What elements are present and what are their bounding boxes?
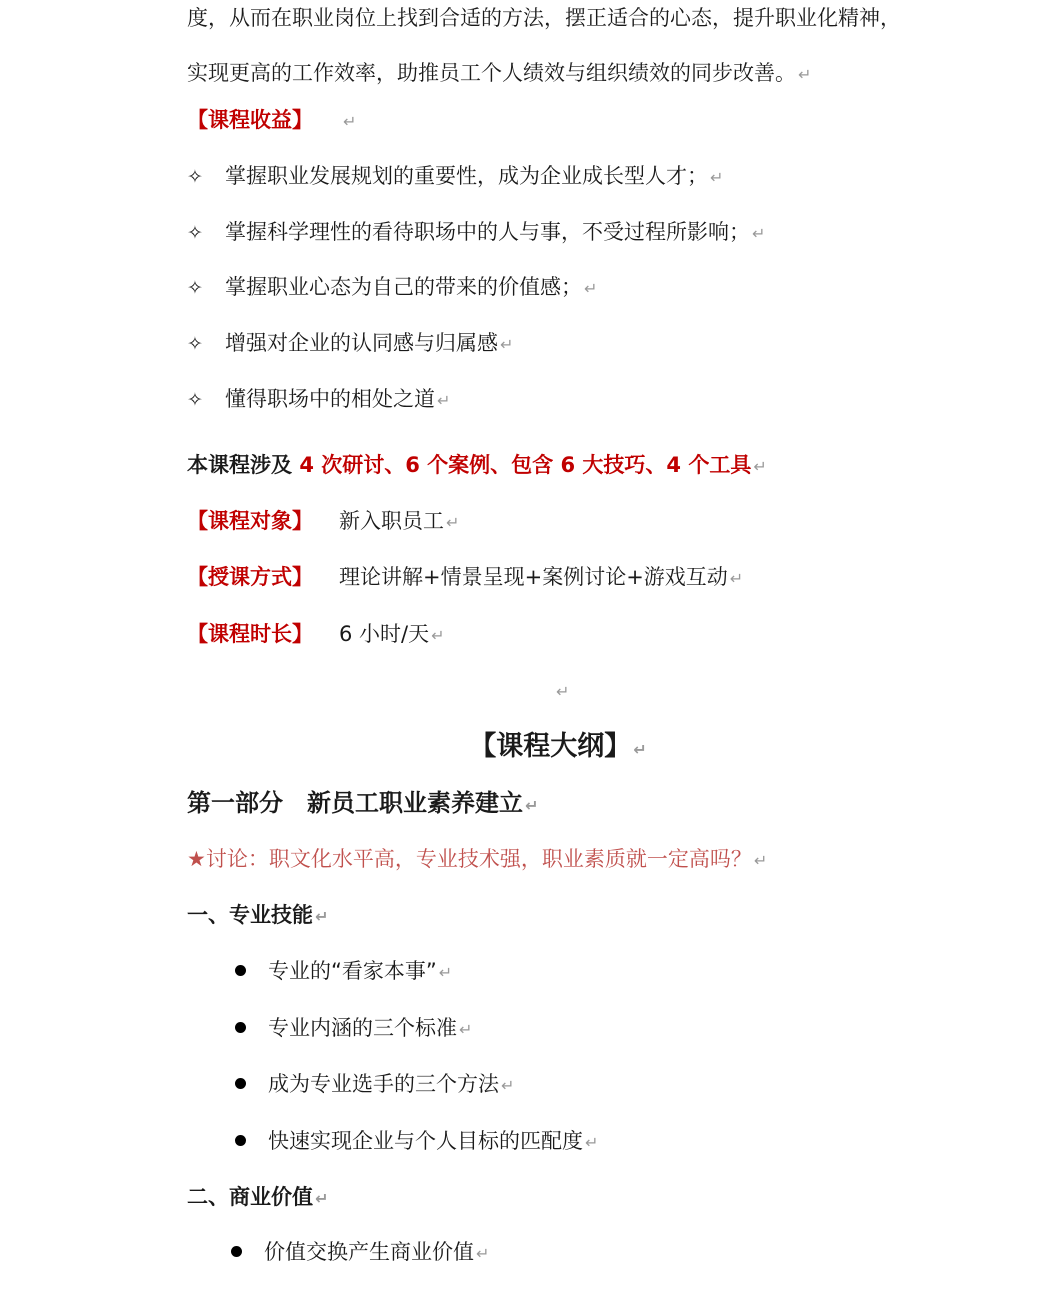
benefit-item: ✧ 增强对企业的认同感与归属感 ↵ [187,328,513,360]
paragraph-mark-icon: ↵ [315,907,329,926]
intro-line-1: 度，从而在职业岗位上找到合适的方法，摆正适合的心态，提升职业化精神， [187,6,901,30]
course-duration: 【课程时长】 6 小时/天 ↵ [187,622,445,646]
benefits-heading: 【课程收益】 ↵ [187,108,357,132]
outline-list-item: 价值交换产生商业价值 ↵ [231,1237,489,1269]
empty-paragraph [554,675,569,707]
paragraph-mark-icon: ↵ [476,1244,490,1263]
paragraph-mark-icon: ↵ [438,963,453,982]
paragraph-mark-icon: ↵ [315,1189,329,1208]
benefit-item: ✧ 懂得职场中的相处之道 ↵ [187,384,450,416]
paragraph-mark-icon: ↵ [729,569,744,588]
discussion-line: ★讨论：职文化水平高，专业技术强，职业素质就一定高吗？ ↵ [187,847,768,871]
paragraph-mark-icon: ↵ [585,1133,599,1152]
bullet-dot-icon [235,1135,246,1146]
paragraph-mark-icon: ↵ [343,112,357,131]
paragraph-mark-icon: ↵ [437,391,451,410]
diamond-bullet-icon: ✧ [187,166,203,188]
bullet-dot-icon [231,1246,242,1257]
outline-list-item: 专业内涵的三个标准 ↵ [235,1013,472,1045]
paragraph-mark-icon: ↵ [798,65,812,84]
diamond-bullet-icon: ✧ [187,222,203,244]
outline-list-item: 专业的“看家本事” ↵ [235,956,452,988]
outline-list-item: 成为专业选手的三个方法 ↵ [235,1069,514,1101]
paragraph-mark-icon: ↵ [633,740,647,759]
diamond-bullet-icon: ✧ [187,277,203,299]
intro-line-2: 实现更高的工作效率，助推员工个人绩效与组织绩效的同步改善。 ↵ [187,61,812,85]
section-title: 二、商业价值 ↵ [187,1185,329,1209]
course-summary: 本课程涉及 4 次研讨、6 个案例、包含 6 大技巧、4 个工具 ↵ [187,453,767,477]
paragraph-mark-icon: ↵ [446,513,460,532]
benefit-item: ✧ 掌握职业发展规划的重要性，成为企业成长型人才； ↵ [187,161,723,193]
paragraph-mark-icon: ↵ [584,279,598,298]
outline-title: 【课程大纲】 ↵ [469,731,647,762]
benefit-item: ✧ 掌握科学理性的看待职场中的人与事，不受过程所影响； ↵ [187,217,765,249]
paragraph-mark-icon: ↵ [752,224,766,243]
bullet-dot-icon [235,1078,246,1089]
paragraph-mark-icon: ↵ [501,1076,515,1095]
diamond-bullet-icon: ✧ [187,389,203,411]
course-audience: 【课程对象】 新入职员工 ↵ [187,509,460,533]
course-method: 【授课方式】 理论讲解+情景呈现+案例讨论+游戏互动 ↵ [187,565,744,589]
section-title: 一、专业技能 ↵ [187,903,329,927]
paragraph-mark-icon: ↵ [431,626,445,645]
paragraph-mark-icon: ↵ [459,1020,473,1039]
paragraph-mark-icon: ↵ [525,796,539,815]
benefit-item: ✧ 掌握职业心态为自己的带来的价值感； ↵ [187,272,597,304]
paragraph-mark-icon: ↵ [500,335,514,354]
part-title: 第一部分 新员工职业素养建立 ↵ [187,789,539,817]
diamond-bullet-icon: ✧ [187,333,203,355]
paragraph-mark-icon: ↵ [556,682,570,701]
paragraph-mark-icon: ↵ [753,851,768,870]
outline-list-item: 快速实现企业与个人目标的匹配度 ↵ [235,1126,598,1158]
bullet-dot-icon [235,965,246,976]
paragraph-mark-icon: ↵ [710,168,724,187]
paragraph-mark-icon: ↵ [753,457,767,476]
bullet-dot-icon [235,1022,246,1033]
